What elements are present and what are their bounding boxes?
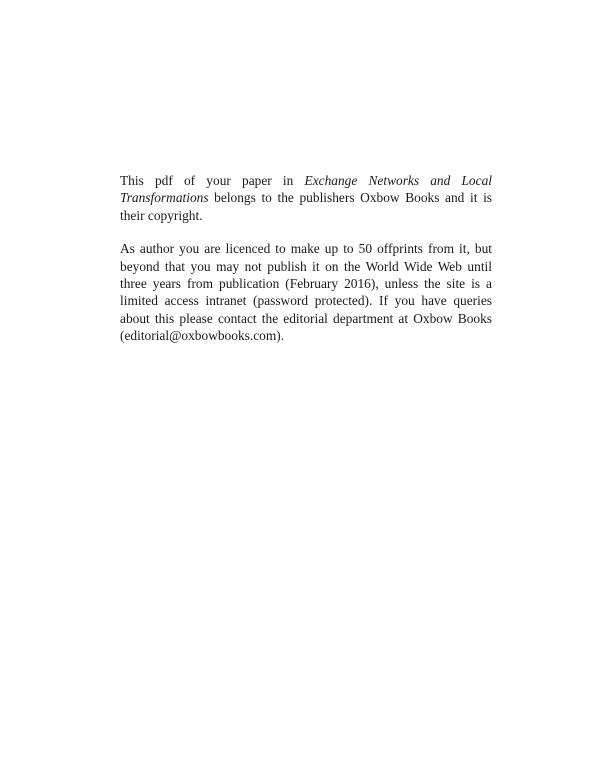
copyright-intro-text: This pdf of your paper in: [120, 173, 305, 188]
licence-paragraph: As author you are licenced to make up to 50 offprints from it, but beyond that you may not publish it on the World Wide Web until three years from publication (February 2016), unless the site is a limited access intranet (password protected). If you have queries about this please contact the editorial department at Oxbow Books (editorial@oxbowbooks.com).: [120, 241, 492, 344]
copyright-ownership-text: belongs to the publishers Oxbow Books and it is their copyright.: [120, 190, 492, 223]
copyright-notice: [120, 172, 492, 345]
book-title: Exchange Networks and Local Transformations: [120, 173, 492, 206]
copyright-paragraph: [120, 172, 492, 224]
